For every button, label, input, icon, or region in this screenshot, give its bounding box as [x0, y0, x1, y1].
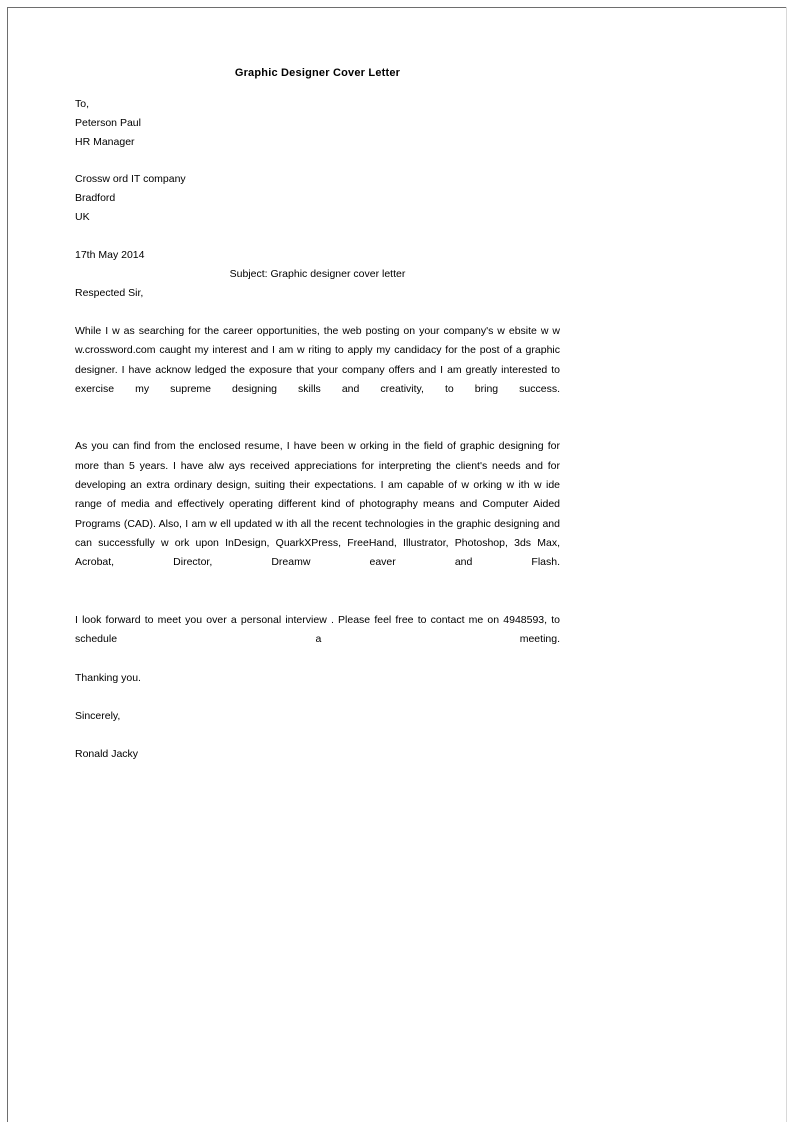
spacer-after-recipient [75, 152, 560, 170]
letter-date: 17th May 2014 [75, 249, 145, 261]
letter-paragraph-2: As you can find from the enclosed resume, I have been w orking in the field of graphic designing for more than 5 years. I have alw ays received appreciations for interpreting the client's needs and for developing an extra ordinary design, suiting their expectations. I am capable of w orking w ith w ide range of media and effectively operating different kind of photography means and Computer Aided Programs (CAD). Also, I am w ell updated w ith all the recent technologies in the graphic designing and can successfully w ork upon InDesign, QuarkXPress, FreeHand, Illustrator, Photoshop, 3ds Max, Acrobat, Director, Dreamw eaver and Flash. [75, 440, 560, 569]
thanking-line: Thanking you. [75, 671, 141, 684]
recipient-name: Peterson Paul [75, 117, 141, 129]
page-border-right [786, 7, 787, 1122]
sender-name: Ronald Jacky [75, 747, 139, 760]
letter-greeting: Respected Sir, [75, 287, 144, 299]
recipient-job-title: HR Manager [75, 136, 135, 148]
company-address-block [75, 170, 560, 227]
spacer-before-sender [75, 726, 560, 745]
spacer-after-address [75, 227, 560, 246]
sign-off: Sincerely, [75, 709, 121, 722]
page-border-top [7, 7, 786, 8]
letter-paragraph-1: While I w as searching for the career opportunities, the web posting on your company's w ebsite w w w.crossword.com caught my interest and I am w riting to apply my candidacy for the post of a graphic designer. I have acknow ledged the exposure that your company offers and I am greatly interested to exercise my supreme designing skills and creativity, to bring success. [75, 325, 560, 395]
spacer-before-paragraph-3 [75, 592, 560, 611]
page-title: Graphic Designer Cover Letter [234, 67, 401, 79]
spacer-before-paragraph-2 [75, 418, 560, 437]
spacer-before-signoff [75, 688, 560, 707]
letter-paragraph-3: I look forward to meet you over a personal interview . Please feel free to contact me on 4948593, to schedule a meeting. [75, 613, 560, 646]
letter-subject: Subject: Graphic designer cover letter [229, 268, 406, 280]
company-country: UK [75, 211, 90, 223]
company-city: Bradford [75, 192, 116, 204]
spacer-before-paragraph-1 [75, 303, 560, 322]
recipient-block [75, 95, 560, 152]
page-border-left [7, 7, 8, 1122]
letter-body [75, 64, 560, 764]
recipient-salutation-prefix: To, [75, 98, 90, 110]
company-name: Crossw ord IT company [75, 173, 186, 185]
